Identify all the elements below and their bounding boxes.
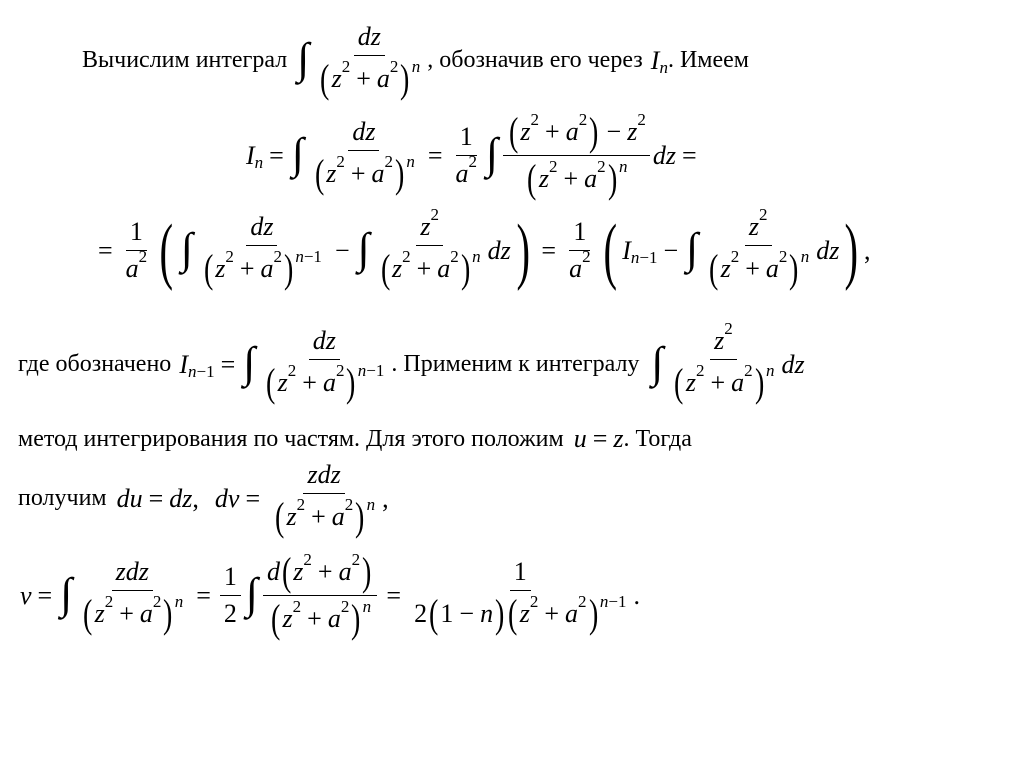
i-n-symbol: I $_n$	[650, 45, 668, 77]
then-text: . Тогда	[623, 425, 692, 452]
integral-sign: ∫	[486, 128, 499, 178]
apply-text: . Применим к интегралу	[391, 351, 640, 377]
line-5: метод интегрирования по частям. Для этого положим u = z . Тогда	[18, 424, 692, 453]
intro-start-text: Вычислим интеграл	[82, 47, 288, 73]
integral-sign: ∫	[297, 33, 310, 83]
integral-sign: ∫	[291, 128, 304, 178]
equation-line-3: = 1 a $^2$ ( ∫ dz ( z $^2$ + a $^2$ ) $^{n -1}$ − ∫ z $^2$ ( z $^2$ + a $^2$ ) $^n$ dz ) = 1 a $^2$ ( I $_{n -1}$ − ∫ z $^2$ ( z $^2$ + a $^2$ ) $^n$ dz ) ,	[98, 205, 871, 292]
where-text: где обозначено	[18, 351, 172, 377]
intro-middle-text: , обозначив его через	[427, 47, 643, 73]
fraction: dz ( z $^2$ + a $^2$ ) $^n$	[320, 22, 421, 101]
line-1	[82, 22, 749, 99]
line-6: получим du = dz , dv = zdz ( z $^2$ + a $^2$ ) $^n$ ,	[18, 460, 389, 539]
obtain-text: получим	[18, 485, 107, 511]
equation-line-2: I $_n$ = ∫ dz ( z $^2$ + a $^2$ ) $^n$ = 1 a $^2$ ∫ ( z $^2$ + a $^2$ ) − z $^2$ ( z $^2$ + a $^2$ ) $^n$ dz =	[246, 109, 697, 201]
equation-line-7: v = ∫ zdz ( z $^2$ + a $^2$ ) $^n$ = $\frac{1}{2}$ ∫ d ( z $^2$ + a $^2$ ) ( z $^2$ + a $^2$ ) $^n$ = 1 2 ( 1 − n ) ( z $^2$ + a $^2$ ) $^{n -1}$ .	[20, 549, 640, 641]
method-text: метод интегрирования по частям. Для этого положим	[18, 425, 564, 452]
line-4: где обозначено I $_{n -1}$ = ∫ dz ( z $^2$ + a $^2$ ) $^{n -1}$ . Применим к интегралу ∫ z $^2$ ( z $^2$ + a $^2$ ) $^n$ dz	[18, 319, 805, 405]
integral-definition	[295, 22, 427, 99]
intro-end-text: . Имеем	[667, 47, 749, 73]
